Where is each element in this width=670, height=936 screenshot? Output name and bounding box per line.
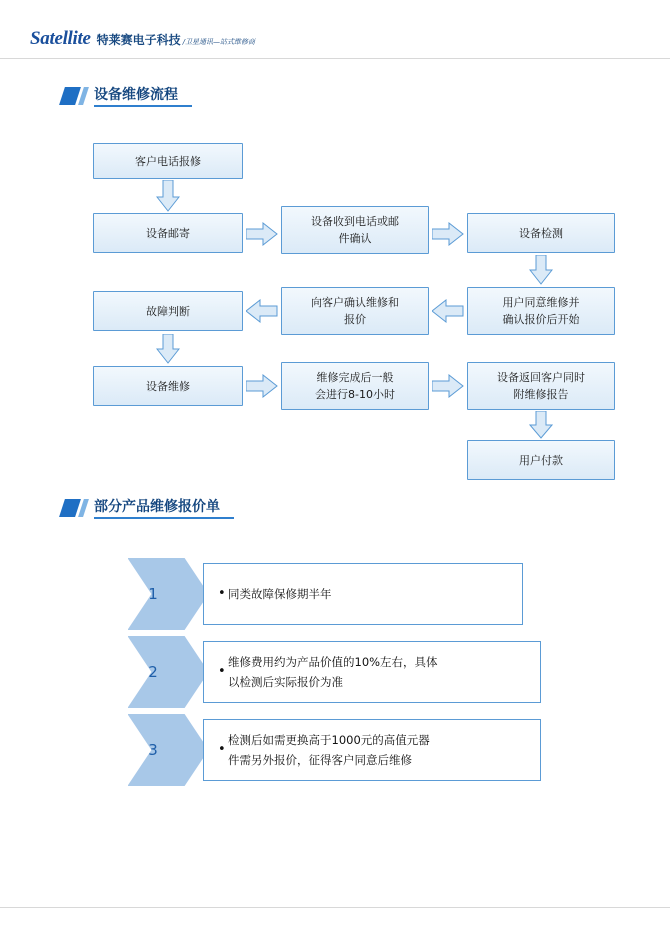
flow-box-confirm-repair-quote xyxy=(281,287,429,335)
bullet-icon: • xyxy=(218,742,226,757)
section-title-quote-list xyxy=(62,497,234,519)
flow-box-fault-diagnosis xyxy=(93,291,243,331)
chevron-2 xyxy=(128,636,208,708)
flow-box-text-line1: 设备收到电话或邮 xyxy=(311,215,399,228)
brand-logo xyxy=(30,28,255,50)
chevron-number-1: 1 xyxy=(148,585,158,603)
flow-box-device-inspection xyxy=(467,213,615,253)
flow-box-customer-call xyxy=(93,143,243,179)
flow-box-text-line2: 确认报价后开始 xyxy=(502,313,580,326)
chevron-3 xyxy=(128,714,208,786)
flow-box-user-payment xyxy=(467,440,615,480)
quote-note-2 xyxy=(203,641,541,703)
bullet-icon: • xyxy=(218,664,226,679)
quote-note-1 xyxy=(203,563,523,625)
logo-subtitle-text: /卫星通讯—站式维修商 xyxy=(182,38,256,46)
flow-box-text: 故障判断 xyxy=(146,304,190,318)
flow-box-burn-in-test xyxy=(281,362,429,410)
flow-box-text: 用户付款 xyxy=(519,453,563,467)
flow-box-device-repair xyxy=(93,366,243,406)
arrow-down-inspect-to-agree xyxy=(529,255,553,285)
section-title-text: 设备维修流程 xyxy=(94,85,192,107)
section-title-text: 部分产品维修报价单 xyxy=(94,497,234,519)
chevron-1 xyxy=(128,558,208,630)
footer-divider xyxy=(0,907,670,908)
quote-note-2-text xyxy=(228,652,530,692)
logo-main-text: Satellite xyxy=(30,28,91,49)
arrow-down-return-to-payment xyxy=(529,411,553,439)
flow-box-text-line2: 报价 xyxy=(344,313,366,326)
section-title-repair-flow xyxy=(62,85,192,107)
header-divider xyxy=(0,58,670,59)
flow-box-text: 设备检测 xyxy=(519,226,563,240)
flow-box-text: 设备维修 xyxy=(146,379,190,393)
arrow-left-agree-to-quote xyxy=(432,299,464,323)
flow-box-text-line1: 向客户确认维修和 xyxy=(311,296,399,309)
quote-note-2-line2: 以检测后实际报价为准 xyxy=(228,675,343,689)
arrow-left-quote-to-diagnose xyxy=(246,299,278,323)
quote-note-1-line1: 同类故障保修期半年 xyxy=(228,587,332,601)
quote-note-3 xyxy=(203,719,541,781)
arrow-right-repair-to-burnin xyxy=(246,374,278,398)
chevron-number-2: 2 xyxy=(148,663,158,681)
arrow-down-call-to-mail xyxy=(156,180,180,212)
flow-box-receive-confirm xyxy=(281,206,429,254)
quote-note-3-line2: 件需另外报价，征得客户同意后维修 xyxy=(228,753,412,767)
flow-box-text-line1: 设备返回客户同时 xyxy=(497,371,585,384)
quote-note-3-line1: 检测后如需更换高于1000元的高值元器 xyxy=(228,733,430,747)
chevron-number-3: 3 xyxy=(148,741,158,759)
bullet-icon: • xyxy=(218,586,226,601)
arrow-down-diagnose-to-repair xyxy=(156,334,180,364)
arrow-right-confirm-to-inspect xyxy=(432,222,464,246)
quote-note-2-line1: 维修费用约为产品价值的10%左右，具体 xyxy=(228,655,438,669)
flow-box-device-mail xyxy=(93,213,243,253)
flow-box-text-line1: 维修完成后一般 xyxy=(316,371,394,384)
arrow-right-burnin-to-return xyxy=(432,374,464,398)
flow-box-return-device-with-report xyxy=(467,362,615,410)
flow-box-user-agree-quote xyxy=(467,287,615,335)
arrow-right-mail-to-confirm xyxy=(246,222,278,246)
flow-box-text-line2: 件确认 xyxy=(338,232,372,245)
flow-box-text-line2: 附维修报告 xyxy=(513,388,569,401)
flow-box-text: 客户电话报修 xyxy=(135,154,201,168)
quote-note-3-text xyxy=(228,730,530,770)
flow-box-text-line1: 用户同意维修并 xyxy=(502,296,580,309)
flow-box-text-line2: 会进行8-10小时 xyxy=(315,388,395,401)
logo-chinese-text: 特莱赛电子科技 xyxy=(96,33,181,47)
flow-box-text: 设备邮寄 xyxy=(146,226,190,240)
quote-note-1-text xyxy=(228,584,512,604)
